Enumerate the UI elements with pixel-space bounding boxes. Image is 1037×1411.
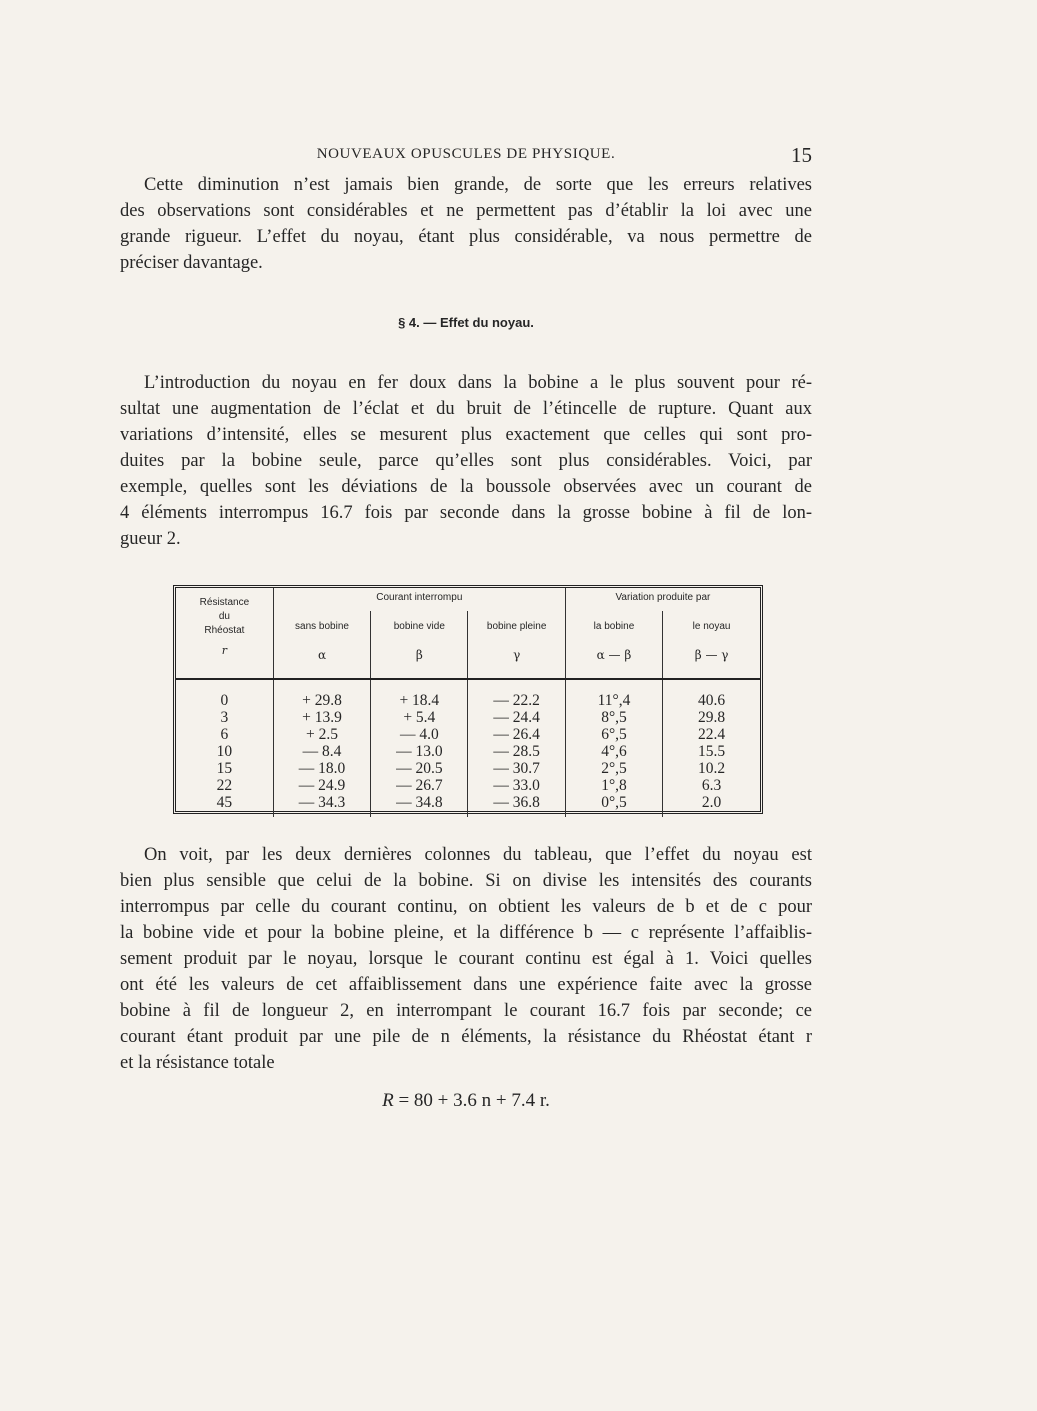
table-cell: 1°,8: [565, 777, 662, 794]
formula: [120, 1090, 812, 1112]
table-cell: 4°,6: [565, 743, 662, 760]
table-cell: — 28.5: [468, 743, 565, 760]
formula-rhs: = 80 + 3.6 n + 7.4 r.: [398, 1090, 550, 1111]
header-le-noyau: le noyau β — γ: [663, 611, 760, 679]
table-cell: + 2.5: [273, 726, 370, 743]
table-cell: — 26.4: [468, 726, 565, 743]
running-title: NOUVEAUX OPUSCULES DE PHYSIQUE.: [316, 146, 616, 162]
paragraph-line: gueur 2.: [120, 529, 181, 549]
paragraph-line: duites par la bobine seule, parce qu’elles sont plus considérables. Voici, par: [120, 451, 812, 471]
table-cell: 2.0: [663, 794, 760, 817]
paragraph-line: courant étant produit par une pile de n éléments, la résistance du Rhéostat étant r: [120, 1027, 812, 1047]
table-cell: — 26.7: [371, 777, 468, 794]
paragraph-line: exemple, quelles sont les déviations de la boussole observées avec un courant de: [120, 477, 812, 497]
table-cell: — 4.0: [371, 726, 468, 743]
section-title: § 4. — Effet du noyau.: [398, 315, 534, 330]
paragraph-2: [120, 370, 812, 552]
paragraph-line: grande rigueur. L’effet du noyau, étant plus considérable, va nous permettre de: [120, 227, 812, 247]
header-group-courant-interrompu: Courant interrompu: [273, 588, 565, 611]
table-cell: 15.5: [663, 743, 760, 760]
table-cell: 0°,5: [565, 794, 662, 817]
table-row: [176, 760, 760, 777]
table-cell: — 36.8: [468, 794, 565, 817]
table-cell: 0: [220, 692, 229, 709]
paragraph-line: interrompus par celle du courant continu, on obtient les valeurs de b et de c pour: [120, 897, 812, 917]
paragraph-line: la bobine vide et pour la bobine pleine, et la différence b — c représente l’affaiblis-: [120, 923, 812, 943]
paragraph-line: des observations sont considérables et ne permettent pas d’établir la loi avec une: [120, 201, 812, 221]
formula-lhs: R: [382, 1090, 394, 1111]
table-cell: 22.4: [663, 726, 760, 743]
table-cell: 8°,5: [565, 709, 662, 726]
table-cell: 45: [216, 794, 233, 811]
table-cell: 10: [216, 743, 233, 760]
table-cell: 15: [216, 760, 233, 777]
table-row: [176, 777, 760, 794]
table-cell: — 20.5: [371, 760, 468, 777]
paragraph-line: variations d’intensité, elles se mesurent plus exactement que celles qui sont pro-: [120, 425, 812, 445]
paragraph-3: [120, 842, 812, 1076]
table-cell: 2°,5: [565, 760, 662, 777]
table-cell: 3: [220, 709, 229, 726]
table-cell: + 18.4: [371, 679, 468, 709]
paragraph-line: bobine à fil de longueur 2, en interrompant le courant 16.7 fois par seconde; ce: [120, 1001, 812, 1021]
header-bobine-pleine: bobine pleine γ: [468, 611, 565, 679]
data-table: [173, 585, 763, 814]
symbol-r: r: [221, 644, 228, 657]
table-cell: — 8.4: [273, 743, 370, 760]
page-header: [120, 143, 812, 165]
header-resistance: Résistance du Rhéostat r: [176, 588, 273, 679]
table-cell: — 18.0: [273, 760, 370, 777]
table-cell: 10.2: [663, 760, 760, 777]
header-sans-bobine: sans bobine α: [273, 611, 370, 679]
table-cell: — 34.8: [371, 794, 468, 817]
table-row: [176, 709, 760, 726]
paragraph-line: On voit, par les deux dernières colonnes du tableau, que l’effet du noyau est: [144, 845, 812, 865]
table-cell: + 5.4: [371, 709, 468, 726]
table-cell: — 33.0: [468, 777, 565, 794]
table-cell: 6: [220, 726, 229, 743]
table-cell: 6.3: [663, 777, 760, 794]
paragraph-line: sement produit par le noyau, lorsque le courant continu est égal à 1. Voici quelles: [120, 949, 812, 969]
table-row: [176, 743, 760, 760]
table-cell: — 22.2: [468, 679, 565, 709]
table-cell: 11°,4: [565, 679, 662, 709]
header-bobine-vide: bobine vide β: [371, 611, 468, 679]
table-row: [176, 726, 760, 743]
paragraph-line: bien plus sensible que celui de la bobine. Si on divise les intensités des courants: [120, 871, 812, 891]
header-la-bobine: la bobine α — β: [565, 611, 662, 679]
table-cell: — 30.7: [468, 760, 565, 777]
table-row: [176, 794, 760, 817]
paragraph-line: 4 éléments interrompus 16.7 fois par seconde dans la grosse bobine à fil de lon-: [120, 503, 812, 523]
table-row: [176, 679, 760, 709]
paragraph-line: Cette diminution n’est jamais bien grande, de sorte que les erreurs relatives: [144, 175, 812, 195]
table-cell: 6°,5: [565, 726, 662, 743]
table-cell: + 29.8: [273, 679, 370, 709]
paragraph-1: [120, 172, 812, 276]
table-cell: 22: [216, 777, 233, 794]
page-number: 15: [791, 143, 812, 167]
table-cell: 29.8: [663, 709, 760, 726]
paragraph-line: L’introduction du noyau en fer doux dans la bobine a le plus souvent pour ré-: [144, 373, 812, 393]
table-cell: — 24.4: [468, 709, 565, 726]
table-cell: + 13.9: [273, 709, 370, 726]
table-cell: — 34.3: [273, 794, 370, 817]
paragraph-line: préciser davantage.: [120, 253, 263, 273]
paragraph-line: ont été les valeurs de cet affaiblissement dans une expérience faite avec la grosse: [120, 975, 812, 995]
table-cell: — 13.0: [371, 743, 468, 760]
table-cell: — 24.9: [273, 777, 370, 794]
paragraph-line: et la résistance totale: [120, 1053, 275, 1073]
header-group-variation: Variation produite par: [565, 588, 760, 611]
table-cell: 40.6: [663, 679, 760, 709]
paragraph-line: sultat une augmentation de l’éclat et du bruit de l’étincelle de rupture. Quant aux: [120, 399, 812, 419]
